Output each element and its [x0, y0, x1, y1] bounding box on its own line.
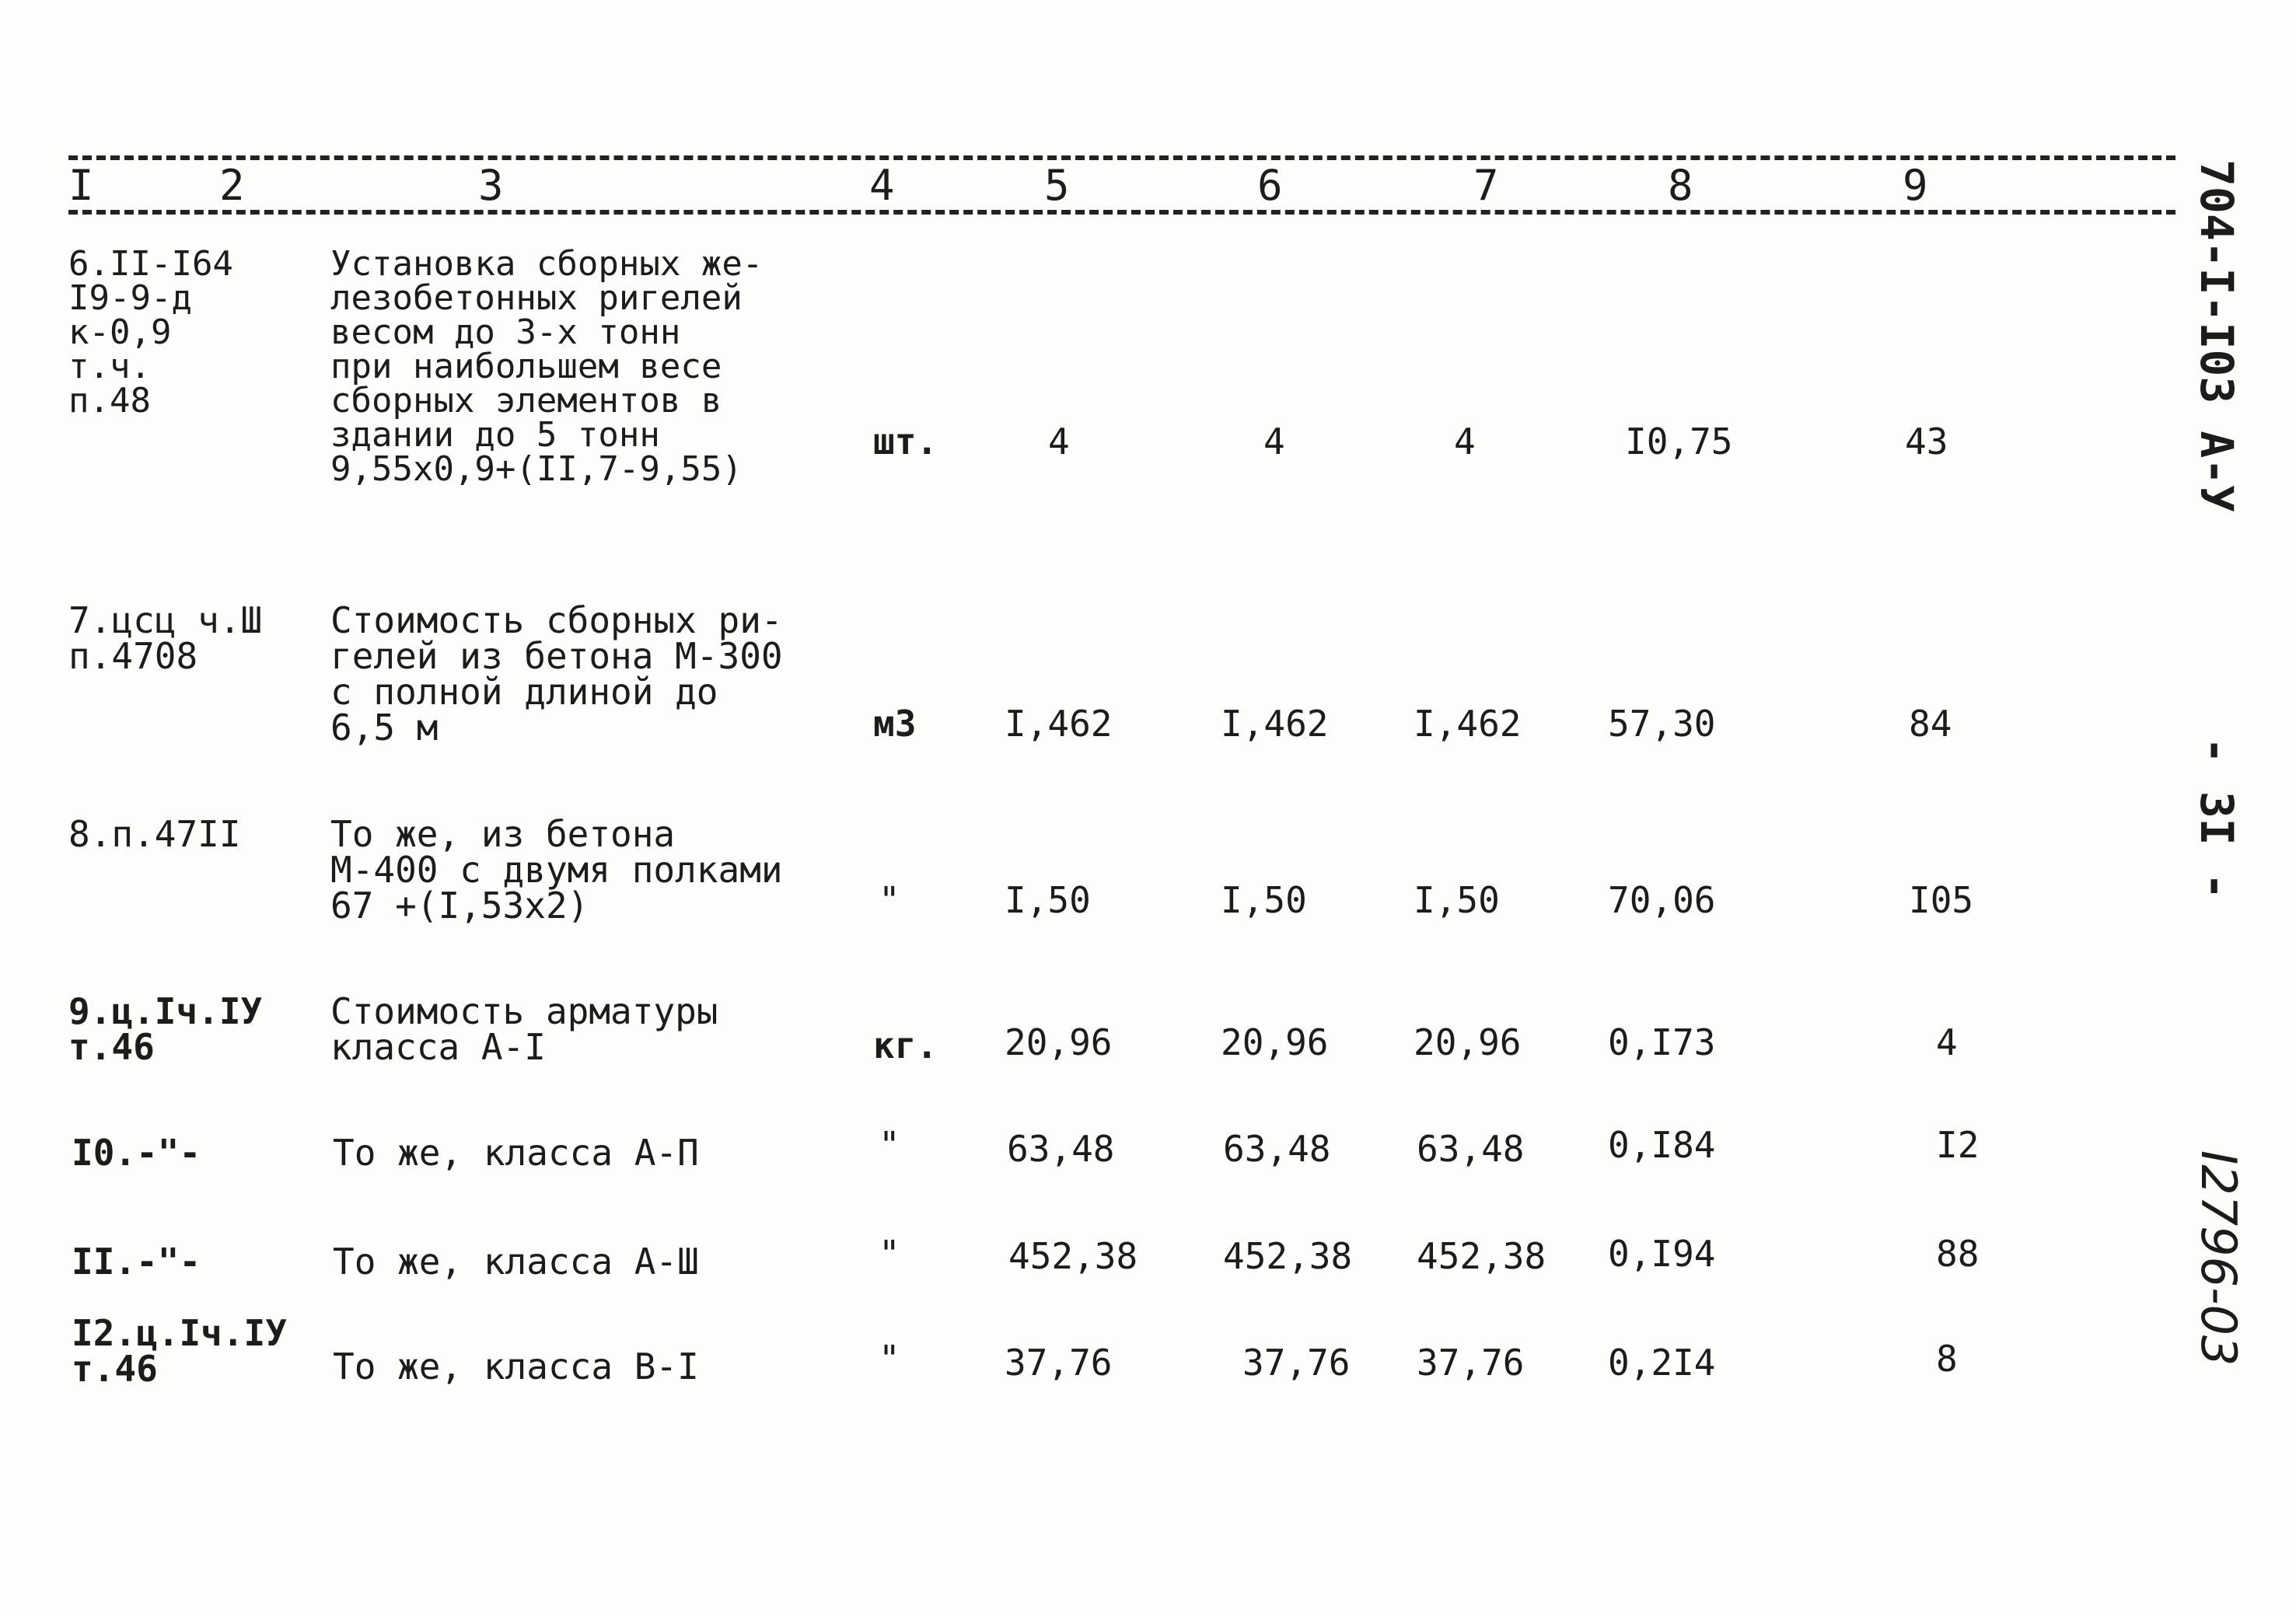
row-code: 6.II-I64 I9-9-д к-0,9 т.ч. п.48 — [68, 244, 233, 421]
row-qty-5: I,462 — [1005, 703, 1113, 745]
row-qty-7: I,462 — [1414, 703, 1522, 745]
row-qty-6: 4 — [1263, 421, 1285, 462]
column-header-6: 6 — [1257, 161, 1283, 210]
row-description: Стоимость арматуры класса А-I — [330, 990, 718, 1068]
page-number: - 3I - — [2190, 737, 2243, 900]
row-qty-6: 20,96 — [1221, 1021, 1329, 1063]
row-qty-7: 37,76 — [1417, 1342, 1525, 1384]
column-header-2: 2 — [219, 161, 245, 210]
row-price-8: 0,I84 — [1608, 1124, 1716, 1166]
row-total-9: I2 — [1936, 1124, 1980, 1166]
inventory-number: I2796-03 — [2190, 1150, 2247, 1366]
row-description: То же, из бетона М-400 с двумя полками 67 +(I,53х2) — [330, 813, 783, 927]
row-total-9: 4 — [1936, 1021, 1958, 1063]
row-unit: " — [879, 1233, 900, 1275]
row-code: 9.ц.Iч.IУ т.46 — [68, 990, 263, 1068]
row-unit: " — [879, 879, 900, 921]
row-unit: кг. — [873, 1024, 938, 1066]
row-unit: шт. — [873, 421, 938, 462]
row-code: 8.п.47II — [68, 813, 241, 855]
row-price-8: I0,75 — [1625, 421, 1733, 462]
row-price-8: 0,2I4 — [1608, 1342, 1716, 1384]
row-qty-6: 63,48 — [1223, 1128, 1331, 1170]
row-total-9: 88 — [1936, 1233, 1980, 1275]
row-qty-7: I,50 — [1414, 879, 1500, 921]
row-qty-6: I,50 — [1221, 879, 1307, 921]
row-description: Стоимость сборных ри- гелей из бетона М-300 с полной длиной до 6,5 м — [330, 599, 783, 749]
row-qty-6: I,462 — [1221, 703, 1329, 745]
row-code: I2.ц.Iч.IУ т.46 — [72, 1312, 287, 1390]
row-qty-6: 37,76 — [1242, 1342, 1351, 1384]
row-code: II.-"- — [72, 1241, 201, 1283]
row-qty-5: I,50 — [1005, 879, 1091, 921]
column-header-8: 8 — [1668, 161, 1693, 210]
column-header-5: 5 — [1044, 161, 1070, 210]
row-qty-7: 20,96 — [1414, 1021, 1522, 1063]
row-description: То же, класса А-Ш — [333, 1241, 699, 1283]
row-code: 7.цсц ч.Ш п.4708 — [68, 599, 263, 677]
row-qty-5: 37,76 — [1005, 1342, 1113, 1384]
row-price-8: 0,I94 — [1608, 1233, 1716, 1275]
row-code: I0.-"- — [72, 1132, 201, 1174]
column-header-9: 9 — [1903, 161, 1928, 210]
row-qty-5: 63,48 — [1007, 1128, 1115, 1170]
row-total-9: I05 — [1909, 879, 1974, 921]
header-top-rule — [68, 155, 2175, 160]
row-description: То же, класса В-I — [333, 1346, 699, 1387]
row-qty-5: 20,96 — [1005, 1021, 1113, 1063]
row-qty-5: 4 — [1048, 421, 1070, 462]
row-unit: " — [879, 1338, 900, 1380]
row-unit: " — [879, 1124, 900, 1166]
row-description: То же, класса А-П — [333, 1132, 699, 1174]
row-total-9: 84 — [1909, 703, 1952, 745]
row-total-9: 43 — [1905, 421, 1948, 462]
header-bottom-rule — [68, 210, 2175, 215]
column-header-1: I — [68, 161, 94, 210]
row-unit: м3 — [873, 703, 917, 745]
row-qty-5: 452,38 — [1008, 1235, 1138, 1277]
row-price-8: 57,30 — [1608, 703, 1716, 745]
row-price-8: 0,I73 — [1608, 1021, 1716, 1063]
column-header-4: 4 — [869, 161, 895, 210]
row-description: Установка сборных же- лезобетонных ригелей весом до 3-х тонн при наибольшем весе сборных элементов в здании до 5 тонн 9,55х0,9+(II,7-9,55) — [330, 244, 764, 489]
project-code: 704-I-I03 А-У — [2190, 159, 2243, 512]
column-header-3: 3 — [478, 161, 504, 210]
row-total-9: 8 — [1936, 1338, 1958, 1380]
row-price-8: 70,06 — [1608, 879, 1716, 921]
row-qty-7: 63,48 — [1417, 1128, 1525, 1170]
row-qty-7: 4 — [1454, 421, 1476, 462]
column-header-7: 7 — [1473, 161, 1499, 210]
row-qty-6: 452,38 — [1223, 1235, 1353, 1277]
row-qty-7: 452,38 — [1417, 1235, 1546, 1277]
